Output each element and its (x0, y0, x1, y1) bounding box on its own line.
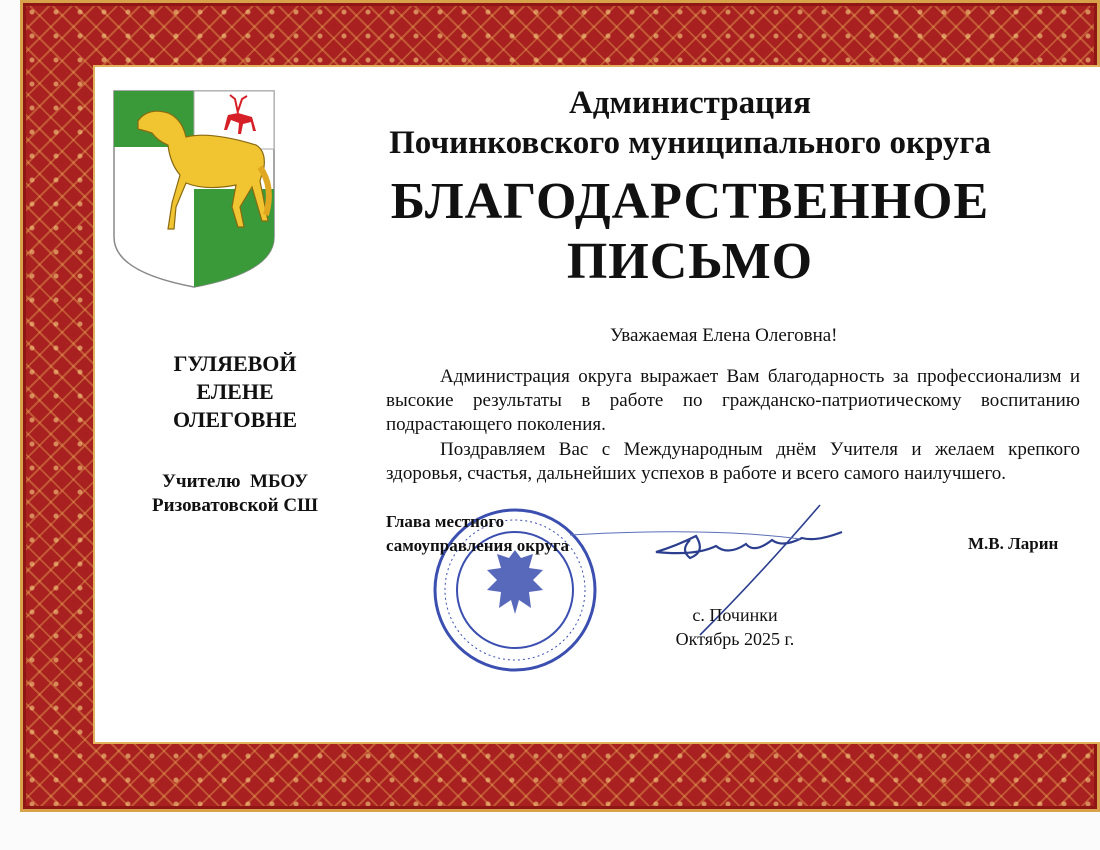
recipient-name (130, 350, 340, 434)
recipient-position-line2: Ризоватовской СШ (152, 495, 318, 516)
place: с. Починки (692, 605, 778, 625)
greeting: Уважаемая Елена Олеговна! (610, 325, 838, 346)
double-headed-eagle-icon (487, 550, 543, 614)
recipient-position (130, 470, 340, 518)
date: Октябрь 2025 г. (675, 629, 795, 649)
organization-subtitle: Починковского муниципального округа (389, 125, 991, 161)
recipient-patronymic: ОЛЕГОВНЕ (172, 407, 298, 432)
signatory-role-line2: самоуправления округа (386, 536, 570, 555)
document-title: БЛАГОДАРСТВЕННОЕ (390, 173, 990, 230)
recipient-first-name: ЕЛЕНЕ (196, 379, 274, 404)
recipient-surname: ГУЛЯЕВОЙ (173, 351, 297, 376)
signatory-role-line1: Глава местного (386, 512, 505, 531)
recipient-position-line1: Учителю МБОУ (161, 471, 309, 492)
coat-of-arms-emblem (110, 87, 278, 289)
place-and-date (640, 603, 830, 651)
organization-name: Администрация (568, 85, 812, 121)
document-title-second-line: ПИСЬМО (566, 233, 814, 290)
signatory-name: М.В. Ларин (968, 534, 1059, 553)
gratitude-paragraph: Администрация округа выражает Вам благодарность за профессионализм и высокие результаты в работе по гражданско-патриотическому воспитанию подрастающего поколения. (386, 366, 1080, 435)
signatory-role (386, 510, 569, 558)
congratulation-paragraph: Поздравляем Вас с Международным днём Учителя и желаем крепкого здоровья, счастья, дальнейших успехов в работе и всего самого наилучшего. (386, 439, 1080, 484)
